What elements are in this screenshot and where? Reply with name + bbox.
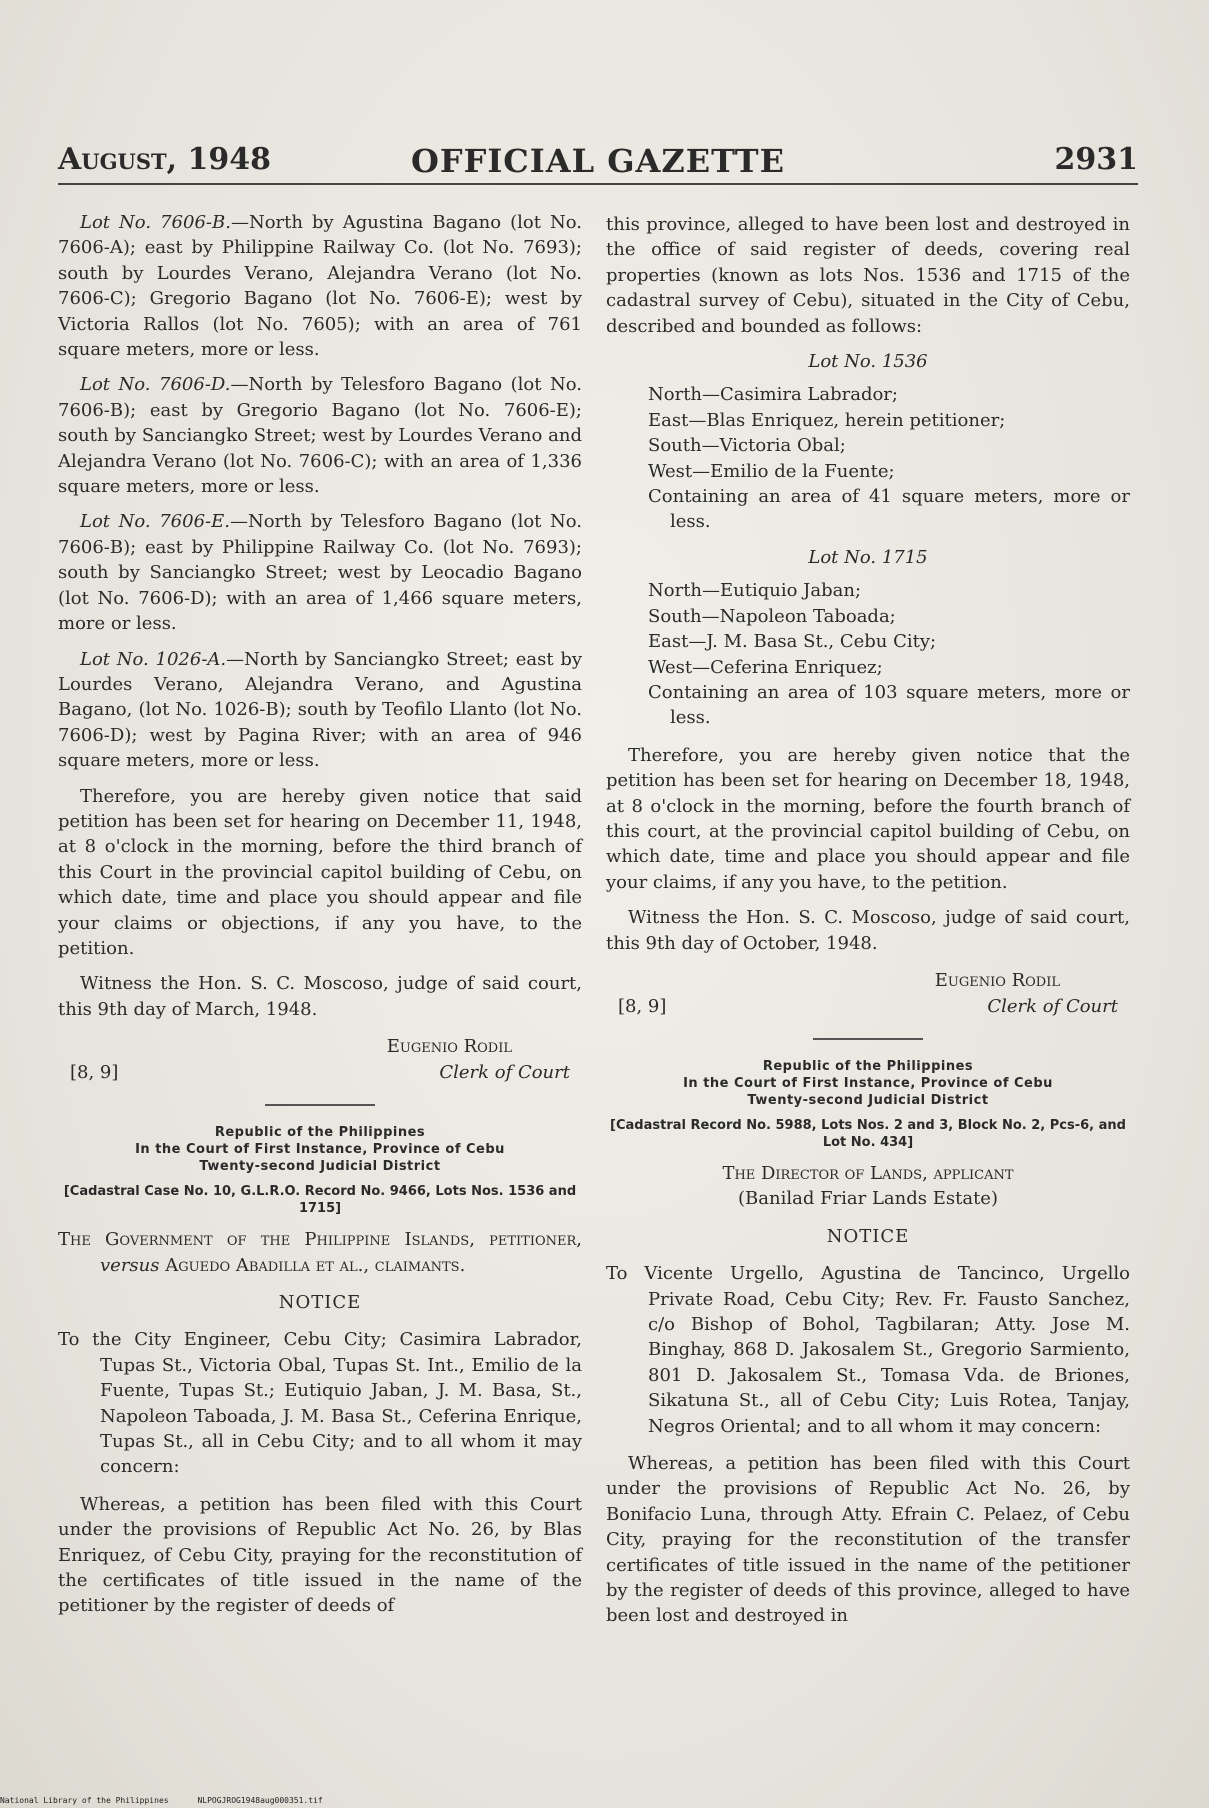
signature-block xyxy=(606,966,1130,1024)
lot-paragraph xyxy=(58,509,582,636)
header-date: August, 1948 xyxy=(58,142,272,177)
estate-line: (Banilad Friar Lands Estate) xyxy=(738,1188,998,1210)
court-line: Twenty-second Judicial District xyxy=(199,1159,441,1175)
left-column xyxy=(58,210,582,1629)
lot-text: —North by Telesforo Bagano (lot No. 7606-B); east by Philippine Railway Co. (lot No. 7693); south by Sanciangko Street; west by Leocadio Bagano (lot No. 7606-D); with an area of 1,466 square meters, more or less. xyxy=(58,511,582,635)
witness-paragraph: Witness the Hon. S. C. Moscoso, judge of said court, this 9th day of March, 1948. xyxy=(58,973,582,1020)
boundary-line: East—Blas Enriquez, herein petitioner; xyxy=(648,409,1006,431)
claimants: Aguedo Abadilla et al., claimants. xyxy=(165,1254,466,1276)
lot-paragraph xyxy=(58,647,582,774)
header-title: OFFICIAL GAZETTE xyxy=(411,142,785,180)
lot-paragraph xyxy=(58,372,582,499)
issue-code: [8, 9] xyxy=(70,1062,119,1084)
lot-label: Lot No. 1026-A. xyxy=(80,648,227,670)
court-heading xyxy=(606,1058,1130,1109)
boundary-line: West—Emilio de la Fuente; xyxy=(648,460,895,482)
court-line: Republic of the Philippines xyxy=(214,1125,426,1141)
whereas-paragraph: Whereas, a petition has been filed with this Court under the provisions of Republic Act No. 26, by Blas Enriquez, of Cebu City, praying for the reconstitution of the certificates of title issued in the name of the petitioner by the register of deeds of xyxy=(58,1493,582,1617)
case-record: [Cadastral Case No. 10, G.L.R.O. Record No. 9466, Lots Nos. 1536 and 1715] xyxy=(63,1184,577,1217)
signature-block xyxy=(58,1032,582,1090)
lot-text: —North by Agustina Bagano (lot No. 7606-A); east by Philippine Railway Co. (lot No. 7693); south by Lourdes Verano, Alejandra Verano (lot No. 7606-C); Gregorio Bagano (lot No. 7606-E); west by Victoria Rallos (lot No. 7605); with an area of 761 square meters, more or less. xyxy=(58,212,582,361)
lot-heading: Lot No. 1536 xyxy=(808,351,928,373)
case-record: [Cadastral Record No. 5988, Lots Nos. 2 and 3, Block No. 2, Pcs-6, and Lot No. 434] xyxy=(610,1117,1126,1150)
section-divider xyxy=(265,1104,375,1106)
parties xyxy=(58,1227,582,1278)
page-header xyxy=(58,142,1138,182)
versus: versus xyxy=(100,1254,160,1276)
signer-name: Eugenio Rodil xyxy=(386,1036,512,1058)
lot-label: Lot No. 7606-D. xyxy=(80,374,231,396)
signer-title: Clerk of Court xyxy=(987,995,1118,1017)
notice-heading: NOTICE xyxy=(826,1225,910,1247)
notice-heading: NOTICE xyxy=(278,1292,362,1313)
issue-code: [8, 9] xyxy=(618,995,667,1017)
intro-paragraph: this province, alleged to have been lost and destroyed in the office of said register of deeds, covering real properties (known as lots Nos. 1536 and 1715 of the cadastral survey of Cebu), situated in the City of Cebu, described and bounded as follows: xyxy=(606,214,1130,337)
therefore-paragraph: Therefore, you are hereby given notice that the petition has been set for hearing on December 18, 1948, at 8 o'clock in the morning, before the fourth branch of this court, at the provincial capitol building of Cebu, on which date, time and place you should appear and file your claims, if any you have, to the petition. xyxy=(606,744,1130,893)
area-line: Containing an area of 103 square meters, more or less. xyxy=(648,681,1130,729)
signer-title: Clerk of Court xyxy=(439,1062,570,1084)
lot-paragraph xyxy=(58,210,582,362)
court-line: In the Court of First Instance, Province of Cebu xyxy=(683,1075,1053,1091)
lot-boundaries xyxy=(606,382,1130,534)
boundary-line: West—Ceferina Enriquez; xyxy=(648,656,883,678)
court-line: Twenty-second Judicial District xyxy=(747,1092,989,1108)
boundary-line: South—Napoleon Taboada; xyxy=(648,605,896,627)
court-heading xyxy=(58,1124,582,1175)
boundary-line: North—Eutiquio Jaban; xyxy=(648,580,862,602)
therefore-paragraph: Therefore, you are hereby given notice that said petition has been set for hearing on December 11, 1948, at 8 o'clock in the morning, before the third branch of this Court in the provincial capitol building of Cebu, on which date, time and place you should appear and file your claims or objections, if any you have, to the petition. xyxy=(58,785,582,959)
applicant-line: The Director of Lands, applicant xyxy=(722,1162,1014,1184)
lot-label: Lot No. 7606-E. xyxy=(80,511,230,533)
petitioner: The Government of the Philippine Islands, petitioner, xyxy=(58,1229,582,1251)
court-line: In the Court of First Instance, Province of Cebu xyxy=(135,1142,505,1158)
lot-text: —North by Sanciangko Street; east by Lourdes Verano, Alejandra Verano, and Agustina Bagano, (lot No. 1026-B); south by Teofilo Llanto (lot No. 7606-D); west by Pagina River; with an area of 946 square meters, more or less. xyxy=(58,648,583,772)
section-divider xyxy=(813,1038,923,1040)
witness-paragraph: Witness the Hon. S. C. Moscoso, judge of said court, this 9th day of October, 1948. xyxy=(606,907,1130,954)
boundary-line: East—J. M. Basa St., Cebu City; xyxy=(648,631,937,653)
addressees: To the City Engineer, Cebu City; Casimira Labrador, Tupas St., Victoria Obal, Tupas St. Int., Emilio de la Fuente, Tupas St.; Eutiquio Jaban, J. M. Basa, St., Napoleon Taboada, J. M. Basa St., Ceferina Enrique, Tupas St., all in Cebu City; and to all whom it may concern: xyxy=(58,1329,582,1478)
boundary-line: South—Victoria Obal; xyxy=(648,435,846,457)
lot-label: Lot No. 7606-B. xyxy=(80,212,231,233)
court-line: Republic of the Philippines xyxy=(762,1058,974,1074)
lot-boundaries xyxy=(606,578,1130,730)
signer-name: Eugenio Rodil xyxy=(934,969,1060,991)
right-column xyxy=(606,212,1130,1639)
scan-footer: National Library of the Philippines NLPOGJROG1948aug000351.tif xyxy=(0,1796,323,1805)
area-line: Containing an area of 41 square meters, more or less. xyxy=(648,486,1130,533)
header-rule xyxy=(58,183,1138,185)
addressees: To Vicente Urgello, Agustina de Tancinco, Urgello Private Road, Cebu City; Rev. Fr. Fausto Sanchez, c/o Bishop of Bohol, Tagbilaran; Atty. Jose M. Binghay, 868 D. Jakosalem St., Gregorio Sarmiento, 801 D. Jakosalem St., Tomasa Vda. de Briones, Sikatuna St., all of Cebu City; Luis Rotea, Tanjay, Negros Oriental; and to all whom it may concern: xyxy=(606,1263,1130,1437)
lot-text: —North by Telesforo Bagano (lot No. 7606-B); east by Gregorio Bagano (lot No. 7606-E); south by Sanciangko Street; west by Lourdes Verano and Alejandra Verano (lot No. 7606-C); with an area of 1,336 square meters, more or less. xyxy=(58,374,582,498)
boundary-line: North—Casimira Labrador; xyxy=(648,384,898,406)
lot-heading: Lot No. 1715 xyxy=(808,546,928,568)
whereas-paragraph: Whereas, a petition has been filed with this Court under the provisions of Republic Act No. 26, by Bonifacio Luna, through Atty. Efrain C. Pelaez, of Cebu City, praying for the reconstitution of the transfer certificates of title issued in the name of the petitioner by the register of deeds of this province, alleged to have been lost and destroyed in xyxy=(606,1453,1130,1627)
page-number: 2931 xyxy=(1054,142,1138,177)
